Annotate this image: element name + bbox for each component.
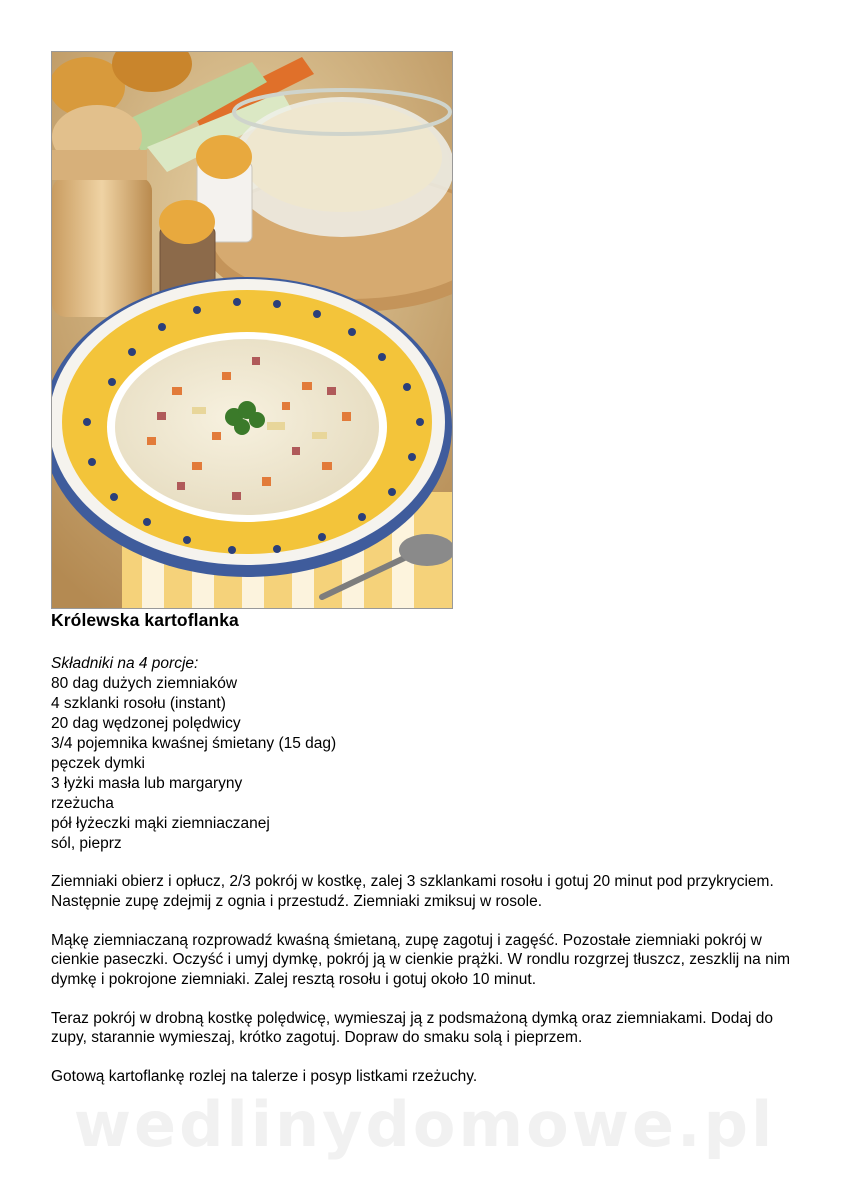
ingredients-list: [51, 654, 336, 854]
soup-photo: [51, 51, 453, 609]
instruction-paragraph: Ziemniaki obierz i opłucz, 2/3 pokrój w kostkę, zalej 3 szklankami rosołu i gotuj 20 minut pod przykryciem. Następnie zupę zdejmij z ognia i przestudź. Ziemniaki zmiksuj w rosole.: [51, 873, 774, 910]
instruction-paragraph: Gotową kartoflankę rozlej na talerze i posyp listkami rzeżuchy.: [51, 1068, 478, 1085]
ingredient-item: pęczek dymki: [51, 755, 145, 772]
ingredient-item: pół łyżeczki mąki ziemniaczanej: [51, 815, 270, 832]
instruction-paragraph: Teraz pokrój w drobną kostkę polędwicę, wymieszaj ją z podsmażoną dymką oraz ziemniakami. Dodaj do zupy, starannie wymieszaj, krótko zagotuj. Dopraw do smaku solą i pieprzem.: [51, 1009, 773, 1046]
ingredient-item: 3 łyżki masła lub margaryny: [51, 775, 243, 792]
instruction-paragraph: Mąkę ziemniaczaną rozprowadź kwaśną śmietaną, zupę zagotuj i zagęść. Pozostałe ziemniaki pokrój w cienkie paseczki. Oczyść i umyj dymkę, pokrój ją w cienkie prążki. W rondlu rozgrzej tłuszcz, zeszklij na nim dymkę i pokrojone ziemniaki. Zalej resztą rosołu i gotuj około 10 minut.: [51, 931, 791, 988]
ingredient-item: 3/4 pojemnika kwaśnej śmietany (15 dag): [51, 735, 337, 752]
ingredient-item: 80 dag dużych ziemniaków: [51, 675, 238, 692]
ingredient-item: sól, pieprz: [51, 835, 122, 852]
ingredient-item: rzeżucha: [51, 795, 114, 812]
ingredients-heading: Składniki na 4 porcje:: [51, 655, 199, 672]
instructions: [51, 872, 811, 1106]
watermark: wedlinydomowe.pl: [73, 1088, 776, 1161]
ingredient-item: 4 szklanki rosołu (instant): [51, 695, 226, 712]
ingredient-item: 20 dag wędzonej polędwicy: [51, 715, 241, 732]
recipe-title: Królewska kartoflanka: [51, 610, 239, 630]
